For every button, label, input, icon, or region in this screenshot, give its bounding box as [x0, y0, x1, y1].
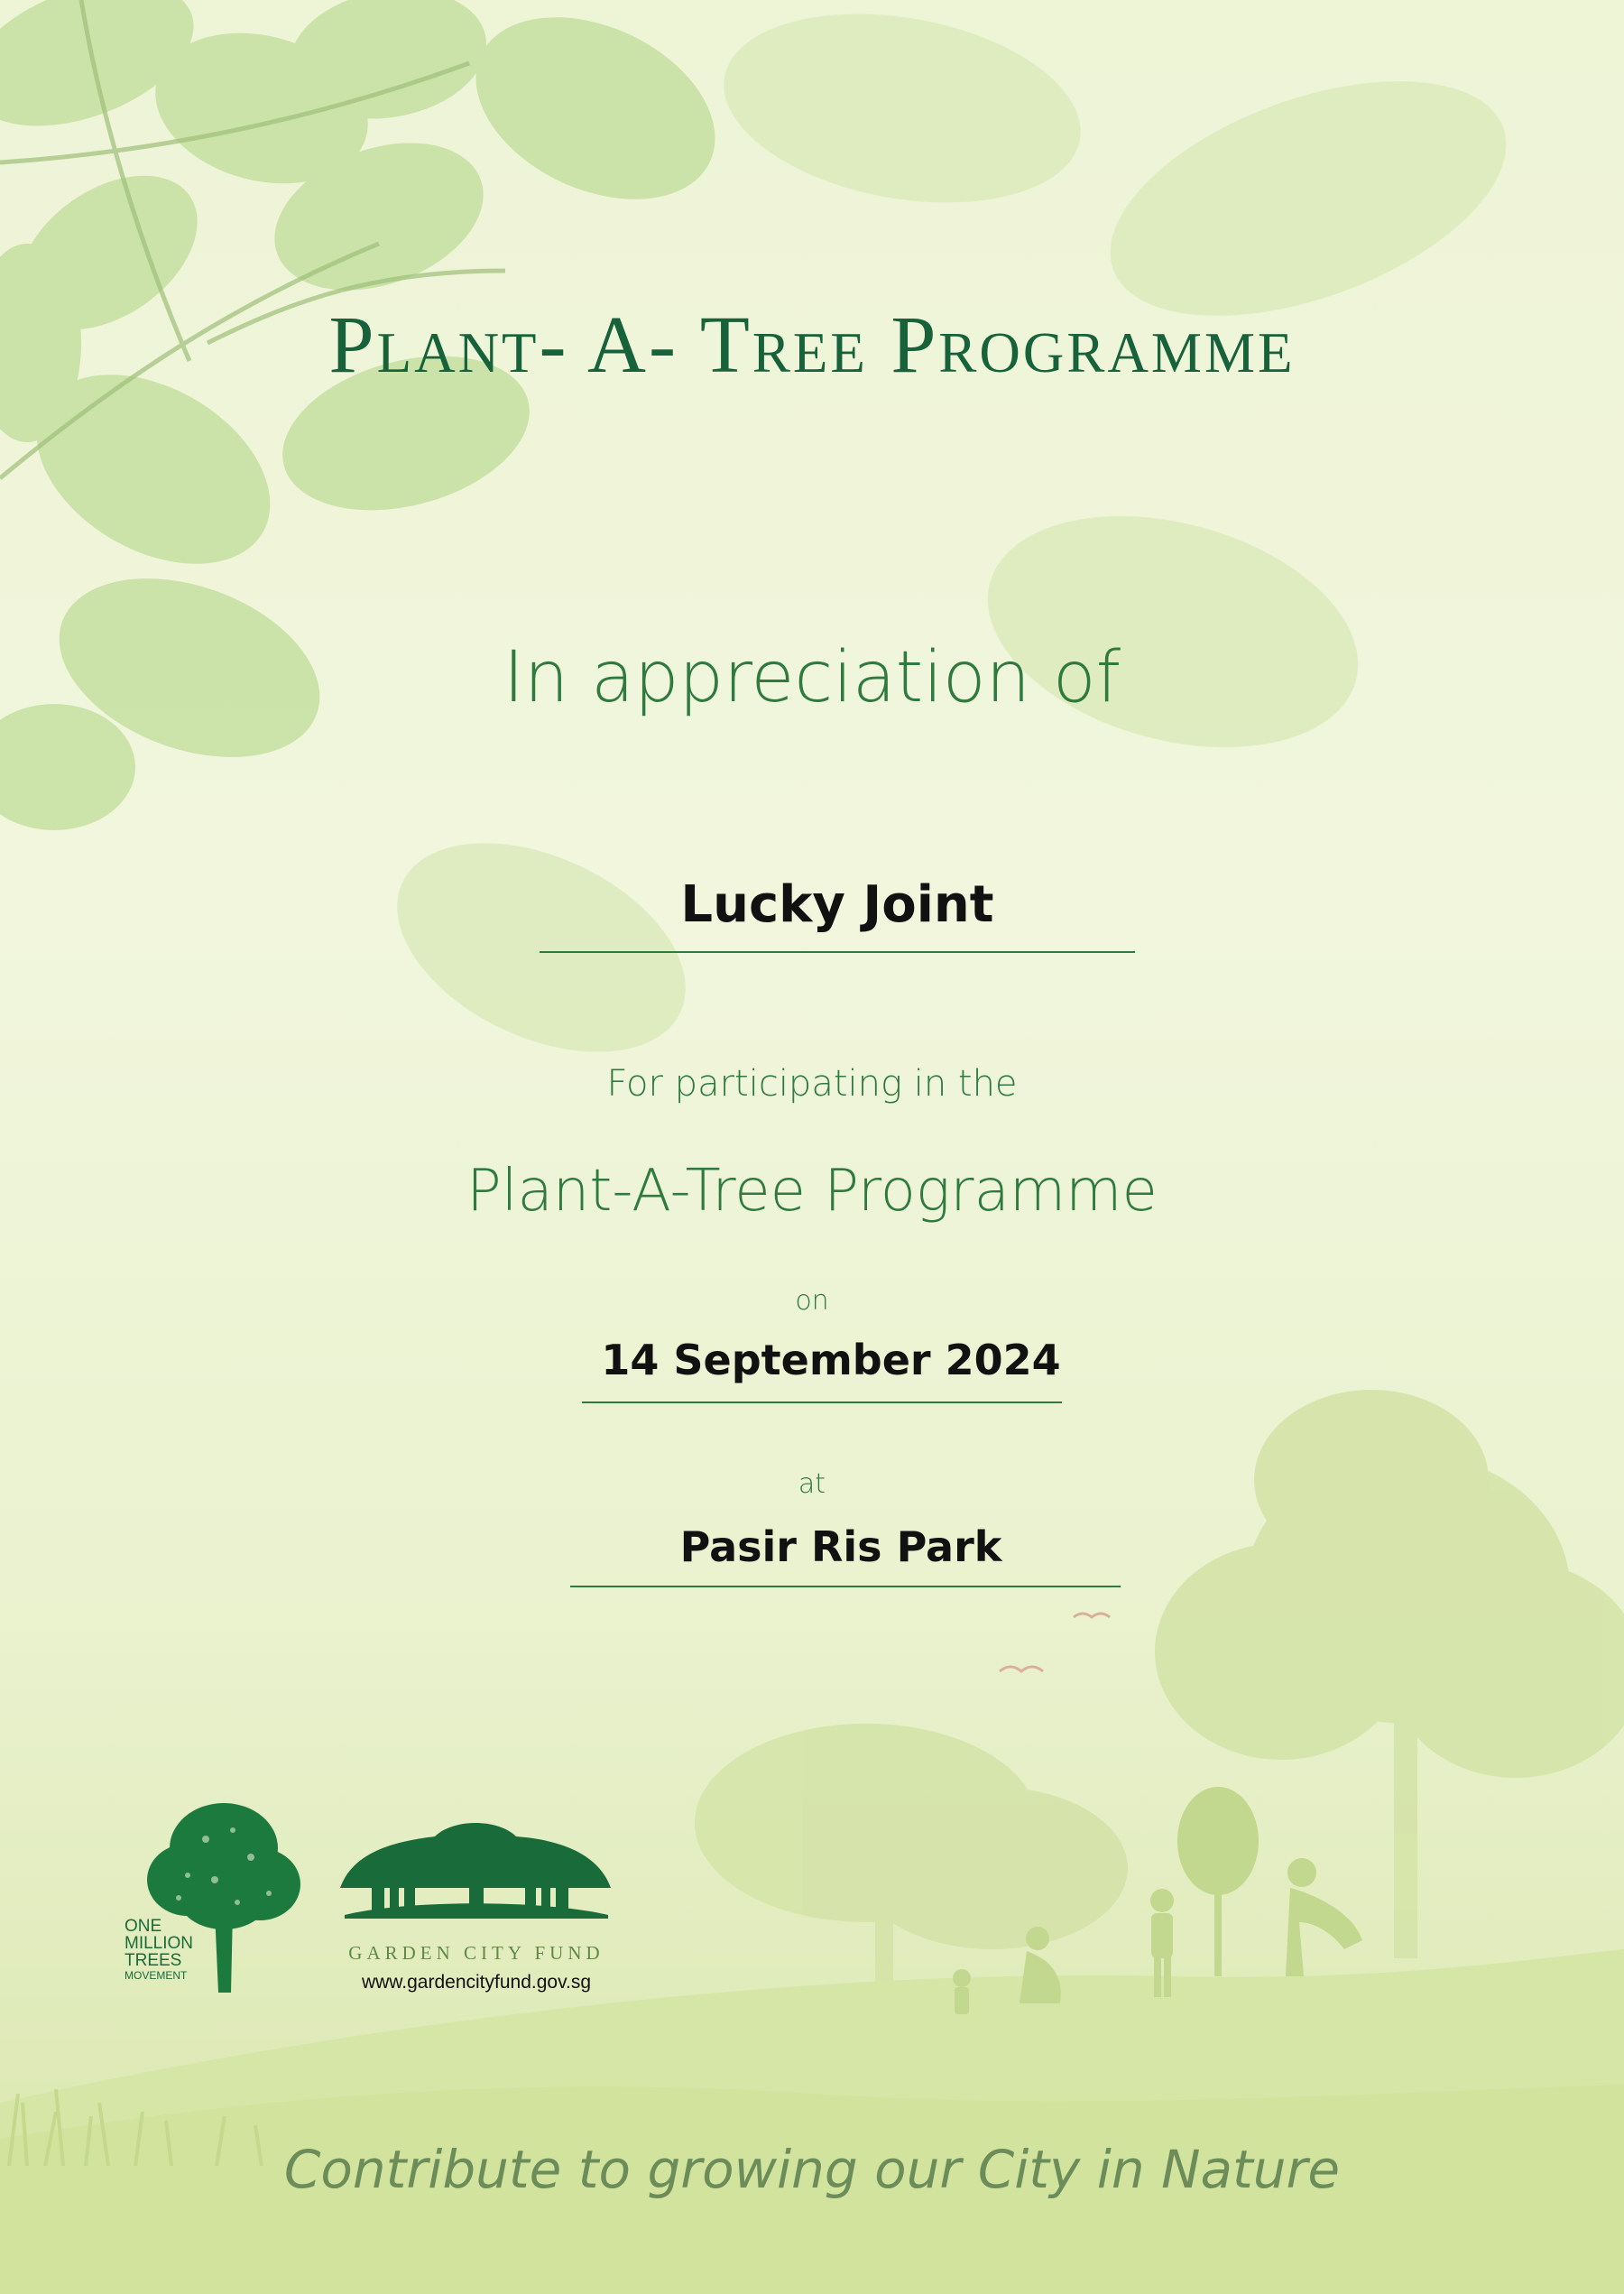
appreciation-text: In appreciation of	[503, 637, 1121, 718]
recipient-underline	[540, 951, 1135, 953]
participation-text: For participating in the	[606, 1063, 1018, 1105]
garden-city-fund-logo	[336, 1814, 617, 1931]
recipient-name: Lucky Joint	[680, 875, 994, 934]
at-label: at	[798, 1468, 826, 1500]
location-underline	[570, 1586, 1121, 1587]
on-label: on	[795, 1285, 829, 1317]
certificate-title: Plant- A- Tree Programme	[328, 301, 1296, 390]
event-location: Pasir Ris Park	[679, 1522, 1002, 1571]
programme-name: Plant-A-Tree Programme	[466, 1158, 1158, 1225]
garden-city-fund-url: www.gardencityfund.gov.sg	[361, 1972, 592, 1993]
event-date: 14 September 2024	[601, 1336, 1061, 1384]
date-underline	[582, 1401, 1062, 1403]
tagline: Contribute to growing our City in Nature	[283, 2139, 1341, 2200]
one-million-trees-text: ONE MILLION TREES MOVEMENT	[125, 1917, 194, 1982]
garden-city-fund-name: GARDEN CITY FUND	[348, 1942, 604, 1964]
